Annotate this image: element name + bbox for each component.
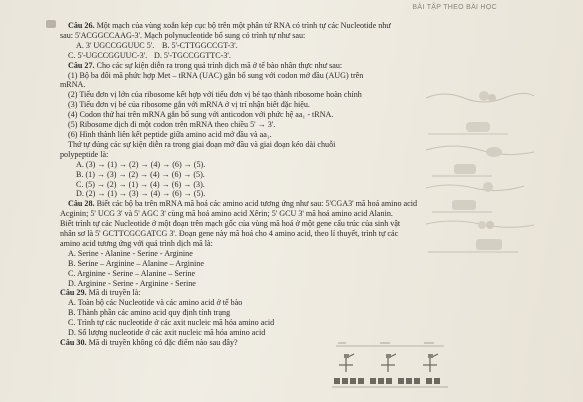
q27-option-d: D. (2) → (1) → (3) → (4) → (6) → (5). xyxy=(76,189,206,199)
q28-line4: nhân sơ là 5' GCTTCGCGATCG 3'. Đoạn gene này mã hoá cho 4 amino acid, theo lí thuyết, trình tự các xyxy=(60,229,399,239)
q27-event-1b: mRNA. xyxy=(60,80,86,90)
q28-line2: Acginin; 5' UCG 3' và 5' AGC 3' cùng mã hoá amino acid Xêrin; 5' GCU 3' mã hoá amino acid Alanin. xyxy=(60,209,393,219)
q27-option-c: C. (5) → (2) → (1) → (4) → (6) → (3). xyxy=(76,179,205,189)
q29-stem xyxy=(60,288,510,298)
q29-option-d: D. Số lượng nucleotide ở các axit nucleic mã hóa amino acid xyxy=(68,328,266,338)
q28-option-a: A. Serine - Alanine - Serine - Arginine xyxy=(68,248,193,258)
q27-line1: Cho các sự kiện diễn ra trong quá trình dịch mã ở tế bào nhân thực như sau: xyxy=(96,60,343,70)
q26-stem xyxy=(60,21,510,31)
q27-ask-1: Thứ tự đúng các sự kiện diễn ra trong giai đoạn mở đầu và giai đoạn kéo dài chuỗi xyxy=(68,139,336,149)
q26-line2: sau: 5'ACGGCCAAG-3'. Mạch polynucleotide bổ sung có trình tự như sau: xyxy=(60,30,306,40)
q28-option-c: C. Arginine - Serine – Alanine – Serine xyxy=(68,268,196,278)
q29-option-c: C. Trình tự các nucleotide ở các axit nucleic mã hóa amino acid xyxy=(68,318,275,328)
q26-options-ab xyxy=(60,41,510,51)
q27-event-2: (2) Tiểu đơn vị lớn của ribosome kết hợp với tiểu đơn vị bé tạo thành ribosome hoàn chỉnh xyxy=(68,90,362,100)
translation-sketch-2 xyxy=(424,140,536,162)
q28-title: Câu 28. xyxy=(68,199,95,209)
q27-option-a: A. (3) → (1) → (2) → (4) → (6) → (5). xyxy=(76,159,206,169)
q27-event-6: (6) Hình thành liên kết peptide giữa amino acid mở đầu và aa₁. xyxy=(68,129,272,139)
q26-title: Câu 26. xyxy=(68,21,95,30)
q29-title: Câu 29. xyxy=(60,288,87,298)
q27-title: Câu 27. xyxy=(68,60,95,70)
q28-option-b: B. Serine – Arginine – Alanine – Arginine xyxy=(68,258,204,268)
q27-ask-2: polypeptide là: xyxy=(60,149,109,159)
q26-option-d: D. 5'-TGCCGGTTC-3'. xyxy=(154,50,231,60)
q26-option-c: C. 5'-UGCCGGUUC-3'. xyxy=(68,50,148,60)
q27-event-1a: (1) Bộ ba đối mã phức hợp Met – tRNA (UAC) gắn bổ sung với codon mở đầu (AUG) trên xyxy=(68,70,364,80)
q29-option-a: A. Toàn bộ các Nucleotide và các amino acid ở tế bào xyxy=(68,298,243,308)
q28-line3: Biết trình tự các Nucleotide ở một đoạn trên mạch gốc của vùng mã hoá ở một gene cấu trúc của sinh vật xyxy=(60,219,401,229)
q30-line1: Mã di truyền không có đặc điểm nào sau đây? xyxy=(88,338,238,347)
ribosome-sketch-4 xyxy=(428,236,518,256)
q29-option-b: B. Thành phần các amino acid quy định tính trạng xyxy=(68,308,231,318)
q28-line5: amino acid tương ứng với quá trình dịch mã là: xyxy=(60,238,213,248)
q27-event-5: (5) Ribosome dịch đi một codon trên mRNA theo chiều 5' → 3'. xyxy=(68,120,276,130)
q27-event-4: (4) Codon thứ hai trên mRNA gắn bổ sung với anticodon với phức hệ aa₁ - tRNA. xyxy=(68,110,334,120)
q29-line1: Mã di truyền là: xyxy=(88,288,141,298)
corner-mark xyxy=(46,20,56,28)
q27-event-3: (3) Tiểu đơn vị bé của ribosome gắn với mRNA ở vị trí nhận biết đặc hiệu. xyxy=(68,100,310,110)
translation-sketch-1 xyxy=(424,86,536,108)
q26-option-b: B. 5'-CTTGGCCGT-3'. xyxy=(162,40,238,50)
q30-title: Câu 30. xyxy=(60,338,87,347)
codon-diagram xyxy=(330,340,450,395)
q27-stem xyxy=(60,61,510,71)
ribosome-sketch-1 xyxy=(428,118,508,138)
translation-sketch-3 xyxy=(424,176,536,198)
q27-option-b: B. (1) → (3) → (2) → (4) → (6) → (5). xyxy=(76,169,205,179)
q26-options-cd xyxy=(60,51,510,61)
q26-line1: Một mạch của vùng xoắn kép cục bộ trên một phân tử RNA có trình tự các Nucleotide như xyxy=(96,21,391,30)
page-header: BÀI TẬP THEO BÀI HỌC xyxy=(412,4,497,11)
translation-sketch-4 xyxy=(424,214,536,236)
q28-option-d: D. Arginine - Serine - Arginine - Serine xyxy=(68,278,196,288)
q28-line1: Biết các bộ ba trên mRNA mã hoá các amino acid tương ứng như sau: 5'CGA3' mã hoá amino acid xyxy=(96,199,417,209)
q26-option-a: A. 3' UGCCGGUUC 5'. xyxy=(76,40,155,50)
